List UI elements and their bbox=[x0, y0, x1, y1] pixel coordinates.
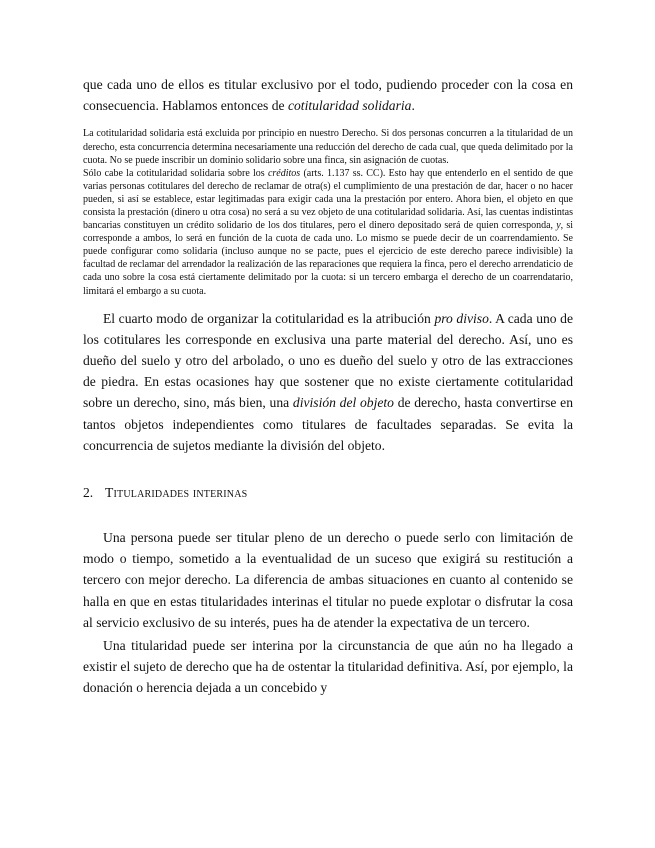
paragraph-pro-diviso bbox=[83, 308, 573, 456]
section-heading bbox=[83, 482, 573, 503]
italic-term: cotitularidad solidaria bbox=[287, 98, 412, 114]
note-paragraph-2 bbox=[83, 167, 573, 298]
text-run: . bbox=[411, 98, 415, 114]
text-run: que cada uno de ellos es titular exclusivo por el todo, pudiendo proceder con la cosa en consecuencia. Hablamos entonces de bbox=[83, 77, 573, 114]
paragraph-interinas-1: Una persona puede ser titular pleno de un derecho o puede serlo con limitación de modo o tiempo, sometido a la eventualidad de un suceso que exigirá su restitución a tercero con mejor derecho. La diferencia de ambas situaciones en cuanto al contenido se halla en que en estas titularidades interinas el titular no puede explotar o disfrutar la cosa al servicio exclusivo de su interés, pues ha de atender la expectativa de un tercero. bbox=[83, 530, 573, 630]
page-content bbox=[83, 74, 573, 699]
section-number: 2. bbox=[83, 485, 94, 501]
text-run: , si corresponde a ambos, lo será en función de la cuota de cada uno. Lo mismo se puede decir de un coarrendamiento. Se puede configurar como solidaria (incluso aunque no se pacte, pues el ejercicio de este derecho parece indivisible) la facultad de reclamar del arrendador la realización de las reparaciones que requiera la finca, pero el derecho arrendaticio de cada uno sobre la cosa está ciertamente delimitado por la cuota: si un tercero embarga el derecho de un coarrendatario, limitará el embargo a su cuota. bbox=[83, 220, 573, 297]
note-paragraph-1: La cotitularidad solidaria está excluida por principio en nuestro Derecho. Si dos personas concurren a la titularidad de un derecho, esta concurrencia determina necesariamente una reducción del derecho de cada cual, que queda delimitado por la cuota. No se puede inscribir un dominio solidario sobre una finca, sin asignación de cuotas. bbox=[83, 128, 573, 166]
section-title: Titularidades interinas bbox=[105, 485, 248, 501]
italic-term: y bbox=[556, 220, 561, 232]
italic-term: pro diviso bbox=[434, 310, 489, 326]
text-run: El cuarto modo de organizar la cotitularidad es la atribución bbox=[103, 310, 435, 326]
text-run: (arts. 1.137 ss. CC). Esto hay que entenderlo en el sentido de que varias personas cotitulares del derecho de reclamar de otra(s) el cumplimiento de una prestación de dar, hacer o no hacer pueden, si así se establece, estar legitimadas para exigir cada una la prestación por entero. Ahora bien, el objeto en que consista la prestación (dinero u otra cosa) no será a su vez objeto de una cotitularidad solidaria. Así, las cuentas indistintas bancarias constituyen un crédito solidario de los dos titulares, pero el dinero depositado será de quien corresponda, bbox=[83, 167, 573, 232]
text-run: de derecho, hasta convertirse en tantos objetos independientes como titulares de facultades separadas. Se evita la concurrencia de sujetos mediante la división del objeto. bbox=[83, 395, 573, 453]
paragraph-interinas-2: Una titularidad puede ser interina por la circunstancia de que aún no ha llegado a existir el sujeto de derecho que ha de ostentar la titularidad definitiva. Así, por ejemplo, la donación o herencia dejada a un concebido y bbox=[83, 638, 573, 696]
italic-term: créditos bbox=[267, 167, 301, 179]
note-block bbox=[83, 127, 573, 297]
paragraph-solidaria bbox=[83, 74, 573, 116]
italic-term: división del objeto bbox=[292, 395, 394, 411]
text-run: . A cada uno de los cotitulares les corresponde en exclusiva una parte material del derecho. Así, uno es dueño del suelo y otro del arbolado, o uno es dueño del suelo y otro de las extracciones de piedra. En estas ocasiones hay que sostener que no existe ciertamente cotitularidad sobre un derecho, sino, más bien, una bbox=[83, 310, 574, 411]
text-run: Sólo cabe la cotitularidad solidaria sobre los bbox=[83, 167, 268, 179]
